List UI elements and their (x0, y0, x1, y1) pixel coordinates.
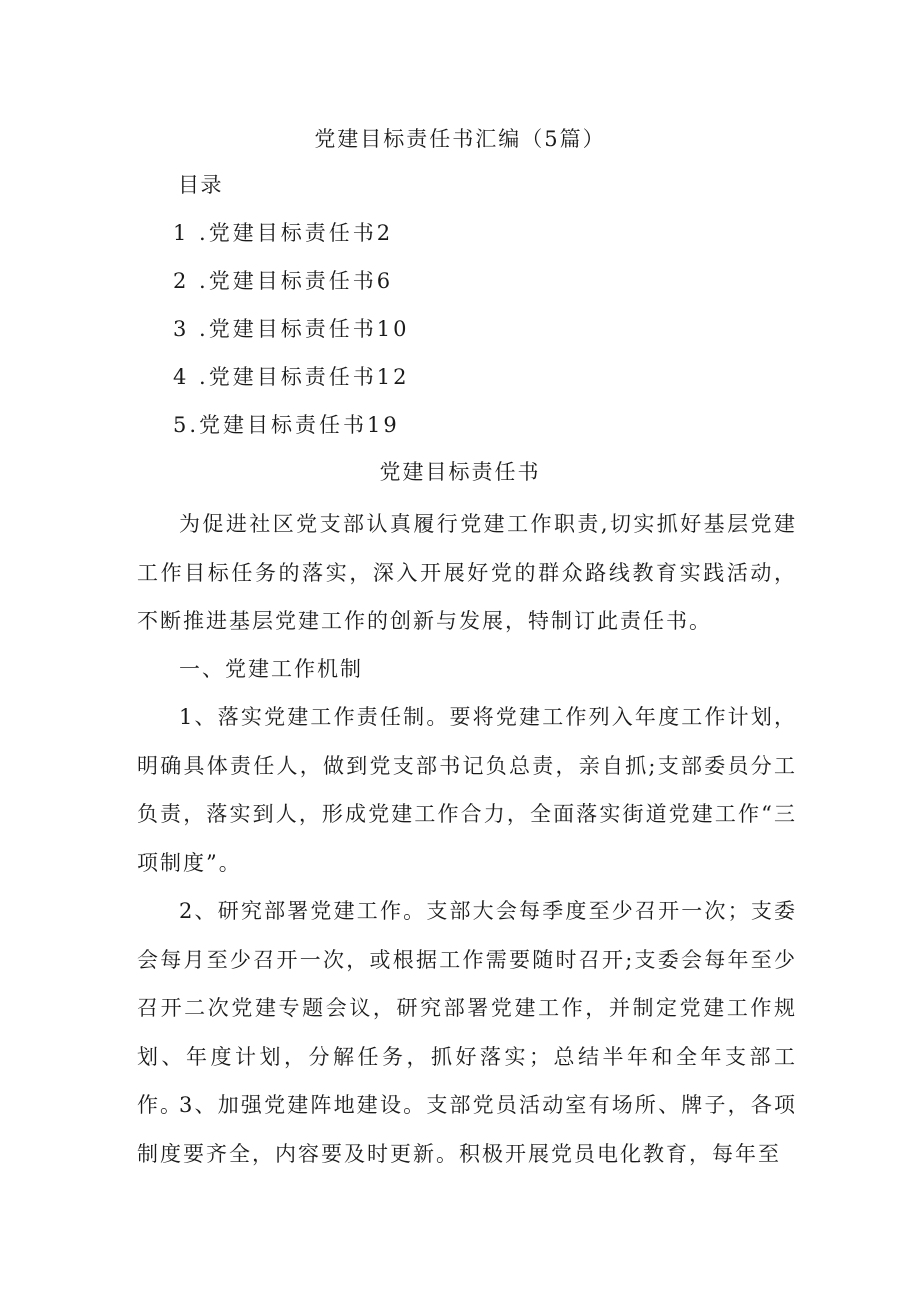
toc-item: 2 .党建目标责任书6 (173, 269, 394, 293)
toc-item: 5.党建目标责任书19 (173, 413, 400, 437)
toc-heading: 目录 (178, 173, 223, 197)
paragraph-item-2: 2、研究部署党建工作。支部大会每季度至少召开一次；支委会每月至少召开一次，或根据工作需要随时召开;支委会每年至少召开二次党建专题会议，研究部署党建工作，并制定党建工作规划、年度计划，分解任务，抓好落实；总结半年和全年支部工作。 (137, 899, 797, 1117)
paragraph-item-1: 1、落实党建工作责任制。要将党建工作列入年度工作计划，明确具体责任人，做到党支部书记负总责，亲自抓;支部委员分工负责，落实到人，形成党建工作合力，全面落实街道党建工作“三项制度”。 (137, 705, 797, 875)
toc-item: 1 .党建目标责任书2 (173, 221, 394, 245)
toc-item: 3 .党建目标责任书10 (173, 317, 410, 341)
document-title: 党建目标责任书汇编（5篇） (314, 127, 606, 151)
heading-mechanism: 一、党建工作机制 (179, 657, 363, 681)
paragraph-item-3: 3、加强党建阵地建设。支部党员活动室有场所、牌子，各项制度要齐全，内容要及时更新。积极开展党员电化教育，每年至 (137, 1093, 797, 1166)
section-title: 党建目标责任书 (379, 460, 541, 484)
intro-paragraph: 为促进社区党支部认真履行党建工作职责,切实抓好基层党建工作目标任务的落实，深入开展好党的群众路线教育实践活动，不断推进基层党建工作的创新与发展，特制订此责任书。 (137, 512, 797, 633)
toc-item: 4 .党建目标责任书12 (173, 365, 410, 389)
